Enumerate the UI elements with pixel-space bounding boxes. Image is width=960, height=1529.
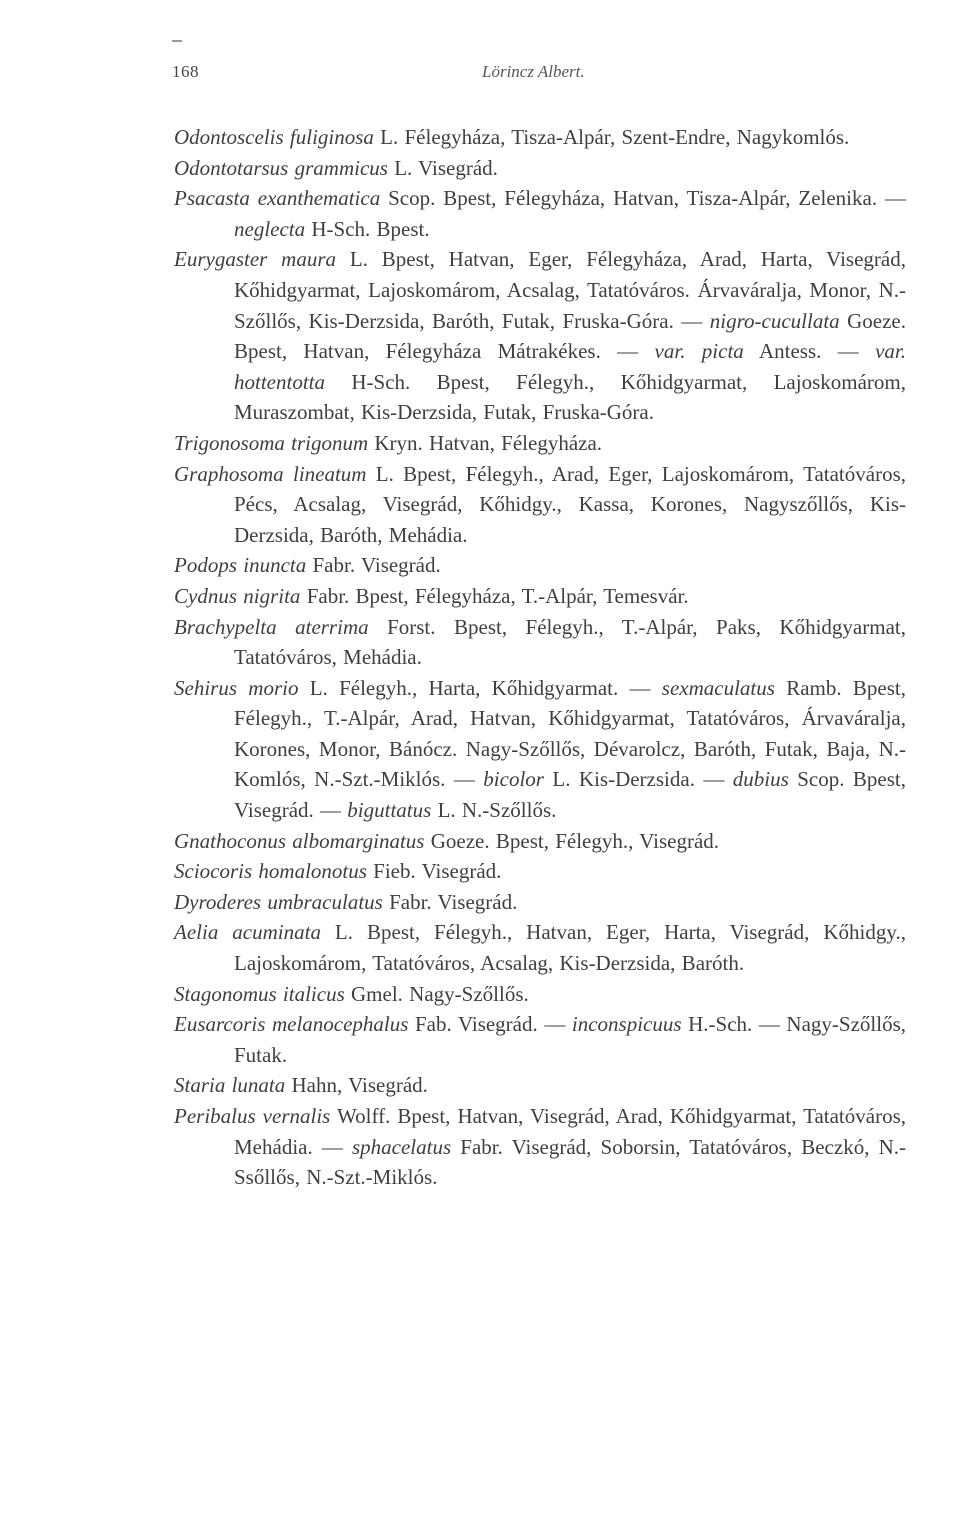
species-entry <box>174 459 906 551</box>
entry-text: Hahn, Visegrád. <box>285 1073 428 1098</box>
taxon-name: bicolor <box>483 767 544 792</box>
taxon-name: Aelia acuminata <box>174 920 321 945</box>
taxon-name: Sehirus morio <box>174 675 299 700</box>
taxon-name: sphacelatus <box>351 1134 452 1159</box>
entry-text: Ramb. Bpest, Félegyh., T.-Alpár, Arad, Hatvan, Kőhidgyarmat, Tatatóváros, Árvaváralja, Korones, Monor, Bánócz. Nagy-Szőllős, Dévarolcz, Baróth, Futak, Baja, N.-Komlós, N.-Szt.-Miklós. — <box>234 675 906 792</box>
entry-text: H.-Sch. — Nagy-Szőllős, Futak. <box>234 1012 906 1067</box>
taxon-name: Peribalus vernalis <box>174 1104 331 1128</box>
species-entry <box>174 183 906 244</box>
species-entry <box>174 581 906 612</box>
taxon-name: Psacasta exanthematica <box>174 186 381 211</box>
species-list <box>174 122 906 1193</box>
taxon-name: Stagonomus italicus <box>174 981 345 1006</box>
taxon-name: Graphosoma lineatum <box>174 461 367 486</box>
entry-text: Fabr. Visegrád, Soborsin, Tatatóváros, Beczkó, N.-Ssőllős, N.-Szt.-Miklós. <box>234 1134 906 1190</box>
taxon-name: biguttatus <box>347 798 432 823</box>
species-entry <box>174 153 906 184</box>
entry-text: L. Bpest, Félegyh., Hatvan, Eger, Harta, Visegrád, Kőhidgy., Lajoskomárom, Tatatóváros, Acsalag, Kis-Derzsida, Baróth. <box>234 920 906 976</box>
taxon-name: dubius <box>732 767 789 792</box>
species-entry <box>174 244 906 428</box>
entry-text: Gmel. Nagy-Szőllős. <box>344 981 529 1006</box>
species-entry <box>174 550 906 581</box>
species-entry <box>174 856 906 887</box>
taxon-name: Eusarcoris melanocephalus <box>174 1012 409 1037</box>
taxon-name: Odontotarsus grammicus <box>174 155 388 180</box>
taxon-name: Sciocoris homalonotus <box>174 859 367 884</box>
species-entry <box>174 122 906 153</box>
entry-text: Wolff. Bpest, Hatvan, Visegrád, Arad, Kőhidgyarmat, Tatatóváros, Mehádia. — <box>234 1104 906 1159</box>
running-title: Lörincz Albert. <box>482 62 585 81</box>
taxon-name: inconspicuus <box>571 1012 682 1037</box>
taxon-name: Eurygaster maura <box>174 247 336 272</box>
entry-text: Fab. Visegrád. — <box>408 1012 572 1037</box>
taxon-name: nigro-cucullata <box>709 308 840 333</box>
entry-text: L. N.-Szőllős. <box>431 798 557 823</box>
corner-mark <box>172 40 182 42</box>
taxon-name: Cydnus nigrita <box>174 583 301 608</box>
entry-text: Fabr. Bpest, Félegyháza, T.-Alpár, Temesvár. <box>300 583 689 608</box>
taxon-name: var. hottentotta <box>234 339 906 394</box>
species-entry <box>174 673 906 826</box>
species-entry <box>174 979 906 1010</box>
entry-text: Forst. Bpest, Félegyh., T.-Alpár, Paks, Kőhidgyarmat, Tatatóváros, Mehádia. <box>234 614 906 670</box>
taxon-name: Trigonosoma trigonum <box>174 430 369 455</box>
entry-text: Fieb. Visegrád. <box>366 859 502 884</box>
entry-text: Scop. Bpest, Félegyháza, Hatvan, Tisza-Alpár, Zelenika. — <box>380 186 906 211</box>
taxon-name: Odontoscelis fuliginosa <box>174 125 374 149</box>
species-entry <box>174 826 906 857</box>
page-header <box>0 60 960 90</box>
entry-text: Fabr. Visegrád. <box>382 889 518 914</box>
entry-text: L. Bpest, Hatvan, Eger, Félegyháza, Arad, Harta, Visegrád, Kőhidgyarmat, Lajoskomárom, Acsalag, Tatatóváros. Árvaváralja, Monor, N.-Szőllős, Kis-Derzsida, Baróth, Futak, Fruska-Góra. — <box>234 247 906 333</box>
entry-text: Scop. Bpest, Visegrád. — <box>234 767 906 823</box>
page-number: 168 <box>172 62 199 81</box>
species-entry <box>174 917 906 978</box>
taxon-name: var. picta <box>654 339 744 364</box>
entry-text: H-Sch. Bpest. <box>305 216 430 241</box>
species-entry <box>174 1101 906 1193</box>
species-entry <box>174 1070 906 1101</box>
entry-text: Antess. — <box>743 339 876 364</box>
taxon-name: Podops inuncta <box>174 553 307 578</box>
entry-text: L. Félegyháza, Tisza-Alpár, Szent-Endre, Nagykomlós. <box>373 125 850 149</box>
species-entry <box>174 1009 906 1070</box>
taxon-name: neglecta <box>234 216 306 241</box>
entry-text: Fabr. Visegrád. <box>306 553 441 578</box>
entry-text: L. Visegrád. <box>387 155 498 180</box>
species-entry <box>174 887 906 918</box>
entry-text: H-Sch. Bpest, Félegyh., Kőhidgyarmat, Lajoskomárom, Muraszombat, Kis-Derzsida, Futak, Fruska-Góra. <box>234 369 906 425</box>
species-entry <box>174 428 906 459</box>
taxon-name: Staria lunata <box>174 1073 286 1098</box>
taxon-name: Brachypelta aterrima <box>174 614 369 639</box>
entry-text: Goeze. Bpest, Félegyh., Visegrád. <box>424 828 720 853</box>
taxon-name: Gnathoconus albomarginatus <box>174 828 425 853</box>
entry-text: Kryn. Hatvan, Félegyháza. <box>368 430 603 455</box>
entry-text: Goeze. Bpest, Hatvan, Félegyháza Mátrakékes. — <box>234 308 906 364</box>
entry-text: L. Félegyh., Harta, Kőhidgyarmat. — <box>298 675 662 700</box>
entry-text: L. Kis-Derzsida. — <box>543 767 733 792</box>
entry-text: L. Bpest, Félegyh., Arad, Eger, Lajoskomárom, Tatatóváros, Pécs, Acsalag, Visegrád, Kőhidgy., Kassa, Korones, Nagyszőllős, Kis-Derzsida, Baróth, Mehádia. <box>234 461 907 547</box>
species-entry <box>174 612 906 673</box>
taxon-name: Dyroderes umbraculatus <box>174 889 383 914</box>
taxon-name: sexmaculatus <box>661 675 775 700</box>
